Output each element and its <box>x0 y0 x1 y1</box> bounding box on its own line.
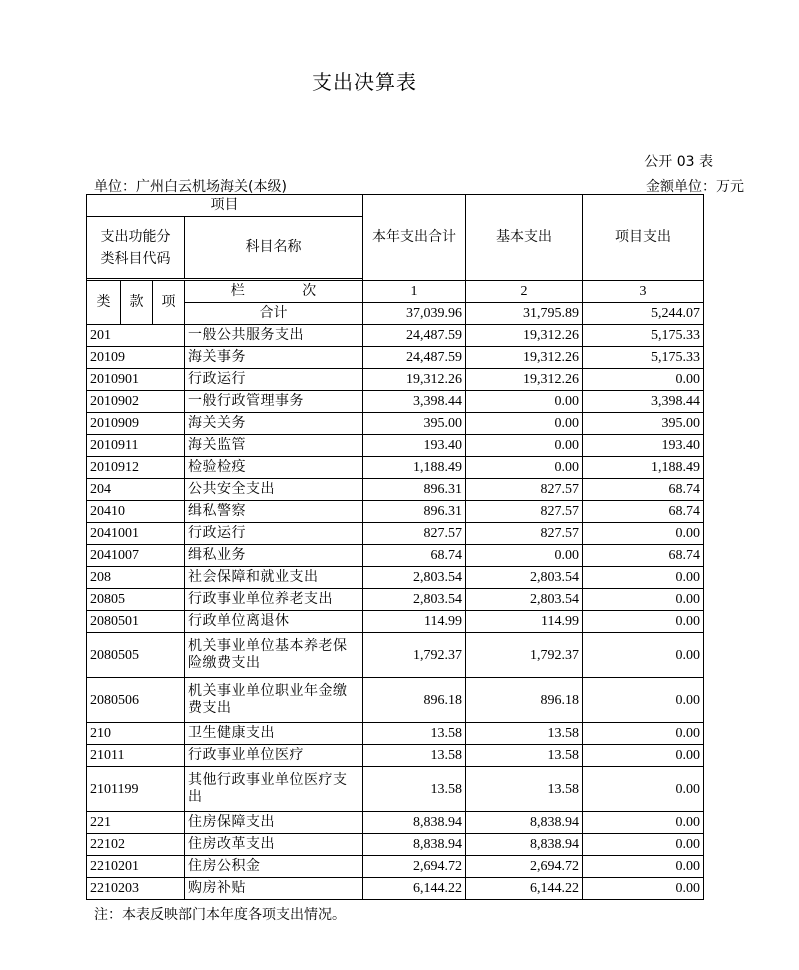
row-name: 机关事业单位基本养老保险缴费支出 <box>185 633 363 678</box>
row-code: 2010912 <box>87 457 185 479</box>
row-total: 24,487.59 <box>363 347 466 369</box>
row-total: 896.31 <box>363 501 466 523</box>
row-code: 2010911 <box>87 435 185 457</box>
row-basic: 13.58 <box>466 767 583 812</box>
row-basic: 19,312.26 <box>466 325 583 347</box>
row-project: 0.00 <box>583 369 704 391</box>
row-code: 2210201 <box>87 856 185 878</box>
header-lanci <box>185 281 363 303</box>
row-total: 13.58 <box>363 745 466 767</box>
expenditure-table <box>86 194 704 900</box>
row-project: 3,398.44 <box>583 391 704 413</box>
row-total: 395.00 <box>363 413 466 435</box>
row-project: 1,188.49 <box>583 457 704 479</box>
table-row <box>87 369 704 391</box>
row-project: 68.74 <box>583 545 704 567</box>
row-total: 827.57 <box>363 523 466 545</box>
row-basic: 114.99 <box>466 611 583 633</box>
table-row <box>87 767 704 812</box>
row-name: 其他行政事业单位医疗支出 <box>185 767 363 812</box>
row-code: 221 <box>87 812 185 834</box>
row-basic: 0.00 <box>466 435 583 457</box>
row-total: 13.58 <box>363 767 466 812</box>
row-name: 一般行政管理事务 <box>185 391 363 413</box>
row-code: 201 <box>87 325 185 347</box>
row-code: 2041001 <box>87 523 185 545</box>
row-project: 193.40 <box>583 435 704 457</box>
row-project: 0.00 <box>583 589 704 611</box>
row-name: 购房补贴 <box>185 878 363 900</box>
row-basic: 0.00 <box>466 413 583 435</box>
sum-total: 37,039.96 <box>363 303 466 325</box>
header-lan: 栏 <box>230 283 245 299</box>
header-kuan: 款 <box>121 281 153 325</box>
row-total: 1,188.49 <box>363 457 466 479</box>
table-row <box>87 745 704 767</box>
table-header <box>87 195 704 325</box>
header-basic: 基本支出 <box>466 195 583 281</box>
row-basic: 0.00 <box>466 391 583 413</box>
row-name: 公共安全支出 <box>185 479 363 501</box>
unit-label: 单位：广州白云机场海关(本级) <box>94 179 287 195</box>
row-project: 0.00 <box>583 633 704 678</box>
row-name: 行政单位离退休 <box>185 611 363 633</box>
row-total: 68.74 <box>363 545 466 567</box>
currency-unit-label: 金额单位：万元 <box>646 179 744 195</box>
row-name: 海关事务 <box>185 347 363 369</box>
row-code: 2080501 <box>87 611 185 633</box>
row-project: 0.00 <box>583 567 704 589</box>
footnote: 注：本表反映部门本年度各项支出情况。 <box>94 907 346 923</box>
table-row <box>87 347 704 369</box>
row-total: 2,694.72 <box>363 856 466 878</box>
row-name: 行政事业单位养老支出 <box>185 589 363 611</box>
row-total: 896.31 <box>363 479 466 501</box>
row-total: 1,792.37 <box>363 633 466 678</box>
row-project: 68.74 <box>583 479 704 501</box>
row-total: 6,144.22 <box>363 878 466 900</box>
row-code: 20805 <box>87 589 185 611</box>
row-code: 210 <box>87 723 185 745</box>
row-code: 2010902 <box>87 391 185 413</box>
row-basic: 2,803.54 <box>466 589 583 611</box>
table-row <box>87 589 704 611</box>
row-total: 8,838.94 <box>363 834 466 856</box>
row-code: 2041007 <box>87 545 185 567</box>
row-code: 204 <box>87 479 185 501</box>
table-row <box>87 834 704 856</box>
sum-project: 5,244.07 <box>583 303 704 325</box>
row-basic: 8,838.94 <box>466 834 583 856</box>
row-total: 2,803.54 <box>363 567 466 589</box>
row-basic: 2,694.72 <box>466 856 583 878</box>
table-row <box>87 325 704 347</box>
row-code: 2210203 <box>87 878 185 900</box>
row-name: 一般公共服务支出 <box>185 325 363 347</box>
header-col3: 3 <box>583 281 704 303</box>
sum-basic: 31,795.89 <box>466 303 583 325</box>
row-code: 2010909 <box>87 413 185 435</box>
row-project: 0.00 <box>583 878 704 900</box>
table-row <box>87 812 704 834</box>
row-total: 193.40 <box>363 435 466 457</box>
header-total: 本年支出合计 <box>363 195 466 281</box>
row-code: 2080506 <box>87 678 185 723</box>
table-row <box>87 479 704 501</box>
row-total: 13.58 <box>363 723 466 745</box>
row-project: 0.00 <box>583 678 704 723</box>
row-name: 住房公积金 <box>185 856 363 878</box>
row-project: 0.00 <box>583 834 704 856</box>
row-basic: 0.00 <box>466 457 583 479</box>
header-project: 项目 <box>87 195 363 217</box>
header-col1: 1 <box>363 281 466 303</box>
header-xiang: 项 <box>153 281 185 325</box>
row-project: 0.00 <box>583 856 704 878</box>
row-basic: 827.57 <box>466 479 583 501</box>
row-project: 395.00 <box>583 413 704 435</box>
table-row <box>87 413 704 435</box>
row-total: 8,838.94 <box>363 812 466 834</box>
table-row <box>87 501 704 523</box>
table-row <box>87 611 704 633</box>
row-basic: 827.57 <box>466 501 583 523</box>
header-function-code: 支出功能分类科目代码 <box>87 217 185 279</box>
row-code: 20109 <box>87 347 185 369</box>
header-subject-name: 科目名称 <box>185 217 363 279</box>
row-basic: 827.57 <box>466 523 583 545</box>
header-lei: 类 <box>87 281 121 325</box>
row-name: 检验检疫 <box>185 457 363 479</box>
header-project-expense: 项目支出 <box>583 195 704 281</box>
row-name: 卫生健康支出 <box>185 723 363 745</box>
row-name: 海关关务 <box>185 413 363 435</box>
row-total: 896.18 <box>363 678 466 723</box>
row-name: 住房改革支出 <box>185 834 363 856</box>
row-code: 2101199 <box>87 767 185 812</box>
row-project: 0.00 <box>583 523 704 545</box>
table-row <box>87 457 704 479</box>
row-basic: 13.58 <box>466 723 583 745</box>
row-name: 住房保障支出 <box>185 812 363 834</box>
row-project: 5,175.33 <box>583 325 704 347</box>
row-name: 行政运行 <box>185 369 363 391</box>
row-name: 机关事业单位职业年金缴费支出 <box>185 678 363 723</box>
row-name: 社会保障和就业支出 <box>185 567 363 589</box>
row-project: 0.00 <box>583 767 704 812</box>
row-basic: 6,144.22 <box>466 878 583 900</box>
header-col2: 2 <box>466 281 583 303</box>
row-code: 2080505 <box>87 633 185 678</box>
row-project: 0.00 <box>583 812 704 834</box>
row-basic: 8,838.94 <box>466 812 583 834</box>
row-project: 0.00 <box>583 723 704 745</box>
row-code: 22102 <box>87 834 185 856</box>
row-total: 2,803.54 <box>363 589 466 611</box>
row-basic: 0.00 <box>466 545 583 567</box>
row-basic: 896.18 <box>466 678 583 723</box>
row-total: 114.99 <box>363 611 466 633</box>
row-basic: 19,312.26 <box>466 369 583 391</box>
table-row <box>87 723 704 745</box>
row-name: 缉私警察 <box>185 501 363 523</box>
row-name: 缉私业务 <box>185 545 363 567</box>
table-row <box>87 545 704 567</box>
page-title: 支出决算表 <box>312 70 417 94</box>
row-code: 21011 <box>87 745 185 767</box>
table-row <box>87 633 704 678</box>
row-project: 0.00 <box>583 745 704 767</box>
row-name: 海关监管 <box>185 435 363 457</box>
row-total: 24,487.59 <box>363 325 466 347</box>
row-project: 0.00 <box>583 611 704 633</box>
row-project: 5,175.33 <box>583 347 704 369</box>
row-basic: 1,792.37 <box>466 633 583 678</box>
row-code: 2010901 <box>87 369 185 391</box>
table-body <box>87 325 704 900</box>
table-row <box>87 567 704 589</box>
row-name: 行政事业单位医疗 <box>185 745 363 767</box>
row-basic: 13.58 <box>466 745 583 767</box>
row-name: 行政运行 <box>185 523 363 545</box>
table-row <box>87 678 704 723</box>
row-code: 208 <box>87 567 185 589</box>
row-total: 3,398.44 <box>363 391 466 413</box>
sum-label: 合计 <box>185 303 363 325</box>
table-row <box>87 878 704 900</box>
table-number: 公开 03 表 <box>644 154 713 170</box>
table-row <box>87 435 704 457</box>
row-basic: 19,312.26 <box>466 347 583 369</box>
header-ci: 次 <box>302 283 317 299</box>
table-row <box>87 856 704 878</box>
row-project: 68.74 <box>583 501 704 523</box>
table-row <box>87 391 704 413</box>
table-row <box>87 523 704 545</box>
row-total: 19,312.26 <box>363 369 466 391</box>
row-code: 20410 <box>87 501 185 523</box>
row-basic: 2,803.54 <box>466 567 583 589</box>
